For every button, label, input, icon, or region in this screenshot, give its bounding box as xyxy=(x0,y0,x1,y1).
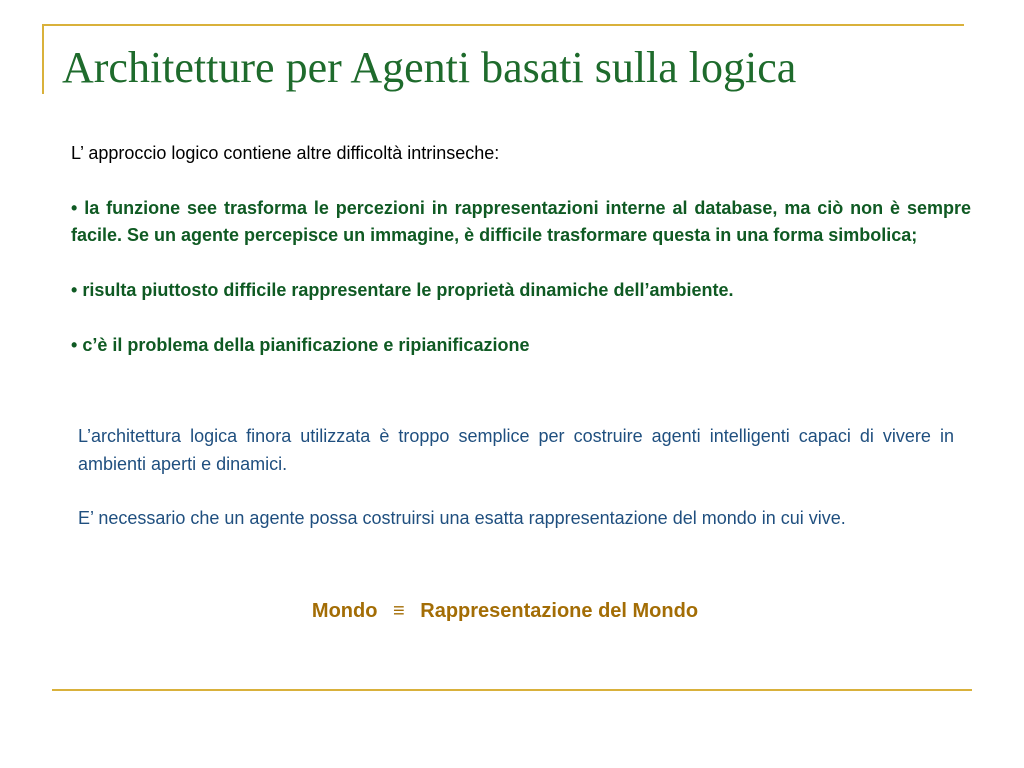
formula-left: Mondo xyxy=(311,600,378,622)
equivalence-symbol: ≡ xyxy=(393,600,405,622)
slide-title: Architetture per Agenti basati sulla logica xyxy=(62,43,797,92)
frame-left-rule xyxy=(42,24,44,94)
intro-text: L’ approccio logico contiene altre difficoltà intrinseche: xyxy=(71,143,500,163)
frame-bottom-rule xyxy=(52,689,972,691)
slide-content xyxy=(71,140,971,387)
bullet-text: risulta piuttosto difficile rappresentare le proprietà dinamiche dell’ambiente. xyxy=(82,280,734,300)
formula xyxy=(0,600,1010,623)
frame-top-rule xyxy=(42,24,964,26)
formula-right: Rappresentazione del Mondo xyxy=(420,600,699,622)
conclusion-block xyxy=(78,422,954,558)
bullet-item xyxy=(71,332,971,359)
conclusion-paragraph: L’architettura logica finora utilizzata è troppo semplice per costruire agenti intelligenti capaci di vivere in ambienti aperti e dinamici. xyxy=(78,426,954,474)
bullet-dot: • xyxy=(71,198,78,218)
bullet-item xyxy=(71,195,971,249)
bullet-dot: • xyxy=(71,335,78,355)
conclusion-paragraph: E’ necessario che un agente possa costruirsi una esatta rappresentazione del mondo in cui vive. xyxy=(78,508,846,528)
bullet-item xyxy=(71,277,971,304)
bullet-dot: • xyxy=(71,280,78,300)
bullet-text: c’è il problema della pianificazione e ripianificazione xyxy=(82,335,530,355)
bullet-text: la funzione see trasforma le percezioni in rappresentazioni interne al database, ma ciò non è sempre facile. Se un agente percepisce un immagine, è difficile trasformare questa in una forma simbolica; xyxy=(71,198,971,245)
